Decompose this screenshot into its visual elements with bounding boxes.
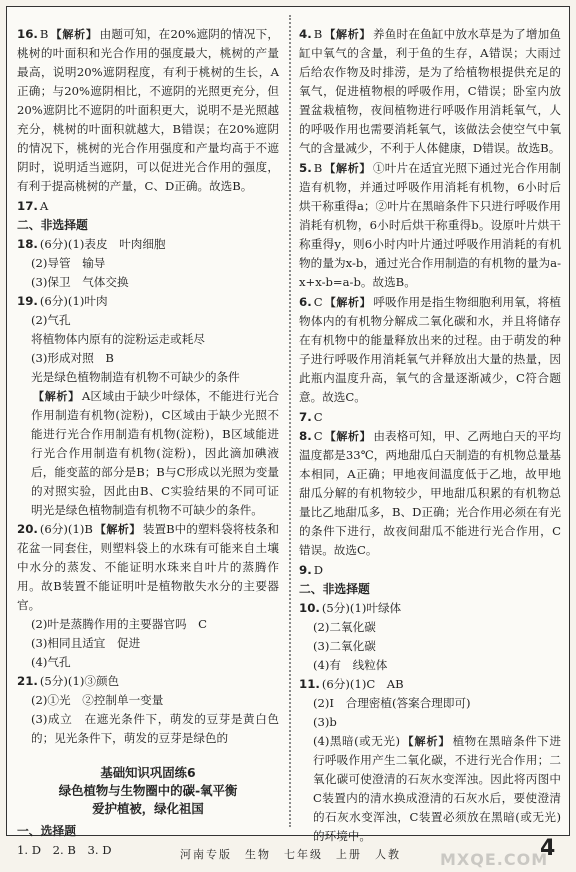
question-9: 9. D [299, 563, 323, 577]
watermark: MXQE.COM [440, 850, 549, 869]
question-7: 7. C [299, 410, 323, 424]
right-column [299, 25, 561, 846]
question-16: 16. B 【解析】 由题可知，在20%遮阴的情况下，桃树的叶面积和光合作用的强度最大，桃树的产量最高，说明20%遮阴程度，有利于桃树的生长，A正确；与20%遮阴相比，不遮阴的光照更充分，但20%遮阴比不遮阴的叶面积更大，说明不是光照越充分，桃树的叶面积就越大，B错误；在20%遮阴的情况下，桃树的光合作用强度和产量均高于不遮阴时，说明适当遮阴，可以促进光合作用的强度，有利于提高桃树的产量，C、D正确。故选B。 [17, 27, 280, 193]
sub-section-title: 基础知识巩固练6 绿色植物与生物圈中的碳-氧平衡 爱护植被，绿化祖国 [58, 765, 238, 816]
questions-1-to-3: 1. D 2. B 3. D [17, 843, 112, 857]
question-20: 20. (6分)(1)B 【解析】 装置B中的塑料袋将枝条和花盆一同套住，则塑料袋上的水珠有可能来自土壤中水分的蒸发、不能证明水珠来自叶片的蒸腾作用。故B装置不能证明叶是植物散失水分的主要器官。 (2)叶是蒸腾作用的主要器官吗 C (3)相同且适宜 促进 (4)气孔 [17, 522, 279, 669]
section-choice: 一、选择题 [17, 824, 76, 838]
question-17: 17. A [17, 199, 49, 213]
page-footer [0, 836, 576, 872]
question-11: 11. (6分)(1)C AB (2)Ⅰ 合理密植(答案合理即可) (3)b (4)黑暗(或无光) 【解析】 植物在黑暗条件下进行呼吸作用产生二氧化碳，不进行光合作用；二氧化碳可使澄清的石灰水变浑浊。因此将丙图中C装置内的清水换成澄清的石灰水后，要使澄清的石灰水变浑浊，C装置必须放在黑暗(或无光)的环境中。 [299, 677, 561, 843]
question-19: 19. (6分)(1)叶肉 (2)气孔 将植物体内原有的淀粉运走或耗尽 (3)形成对照 B 光是绿色植物制造有机物不可缺少的条件 【解析】 A区域由于缺少叶绿体，不能进行光合作用制造有机物(淀粉)，C区域由于缺少光照不能进行光合作用制造有机物(淀粉)，B区域能进行光合作用制造有机物(淀粉)，因此滴加碘液后，能变蓝的部分是B；B与C形成以光照为变量的对照实验，因此由B、C实验结果的不同可证明光是绿色植物制造有机物不可缺少的条件。 [17, 294, 280, 517]
footer-book-info: 河南专版 生物 七年级 上册 人教 [180, 848, 401, 861]
column-divider [289, 15, 291, 827]
page-number: 4 [540, 836, 556, 861]
question-18: 18. (6分)(1)表皮 叶肉细胞 (2)导管 输导 (3)保卫 气体交换 [17, 237, 166, 289]
question-8: 8. C 【解析】 由表格可知，甲、乙两地白天的平均温度都是33℃，两地甜瓜白天制造的有机物总量基本相同，A正确；甲地夜间温度低于乙地，故甲地甜瓜分解的有机物较少，甲地甜瓜积累的有机物总量比乙地甜瓜多，B、D正确；光合作用必须在有光的条件下进行，故夜间甜瓜不能进行光合作用，C错误。故选C。 [299, 429, 561, 557]
question-5: 5. B 【解析】 ①叶片在适宜光照下通过光合作用制造有机物，并通过呼吸作用消耗有机物，6小时后烘干称重得a；②叶片在黑暗条件下只进行呼吸作用消耗有机物，6小时后烘干称重得b。设原叶片烘干称重得y，则6小时内叶片通过呼吸作用消耗的有机物的量为x-b，通过光合作用制造的有机物的量为a-x+x-b=a-b。故选B。 [299, 161, 561, 289]
question-6: 6. C 【解析】 呼吸作用是指生物细胞利用氧，将植物体内的有机物分解成二氧化碳和水，并且将储存在有机物中的能量释放出来的过程。由于萌发的种子进行呼吸作用消耗氧气并释放出大量的热量，因此瓶内温度升高，氧气的含量逐渐减少，C符合题意。故选C。 [299, 295, 561, 404]
question-10: 10. (5分)(1)叶绿体 (2)二氧化碳 (3)二氧化碳 (4)有 线粒体 [299, 601, 402, 672]
section-nonchoice: 二、非选择题 [17, 218, 88, 232]
left-column [17, 25, 279, 860]
section-nonchoice-right: 二、非选择题 [299, 582, 370, 596]
question-4: 4. B 【解析】 养鱼时在鱼缸中放水草是为了增加鱼缸中氧气的含量，利于鱼的生存，A错误；大雨过后给农作物及时排涝，是为了给植物根提供充足的氧气，促进植物根的呼吸作用，C错误；卧室内放置盆栽植物，夜间植物进行呼吸作用消耗氧气，人的呼吸作用也需要消耗氧气，该做法会使空气中氧气的含量减少，不利于人体健康，D错误。故选B。 [299, 27, 561, 155]
question-21: 21. (5分)(1)③颜色 (2)①光 ②控制单一变量 (3)成立 在遮光条件下，萌发的豆芽是黄白色的；见光条件下，萌发的豆芽是绿色的 [17, 674, 279, 745]
